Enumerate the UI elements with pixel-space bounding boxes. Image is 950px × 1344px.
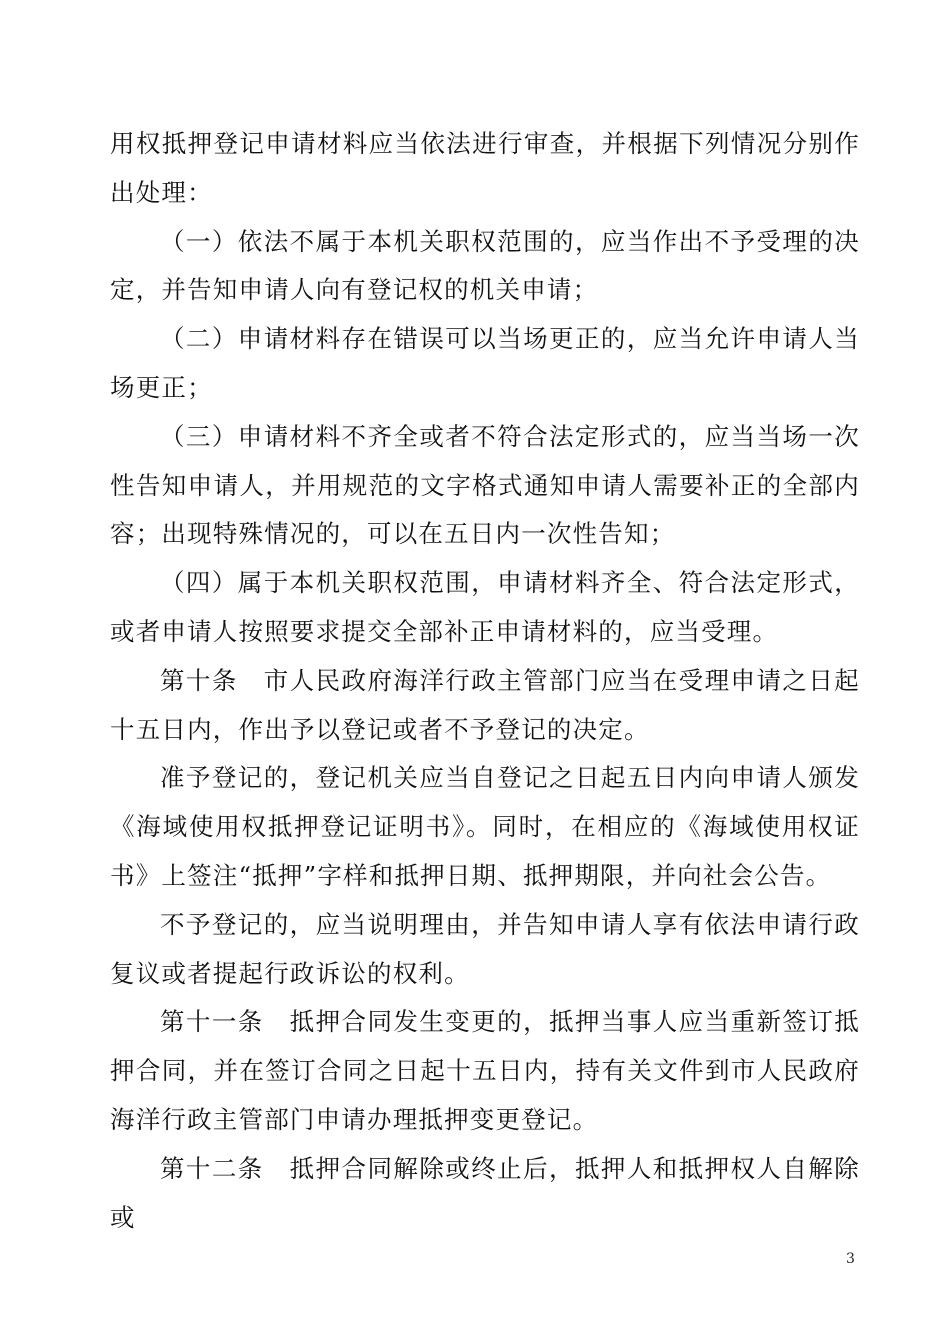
paragraph-item-2: （二）申请材料存在错误可以当场更正的，应当允许申请人当场更正； [110, 324, 860, 402]
article-12: 第十二条 抵押合同解除或终止后，抵押人和抵押权人自解除或 [110, 1153, 860, 1232]
paragraph-item-1: （一）依法不属于本机关职权范围的，应当作出不予受理的决定，并告知申请人向有登记权的机关申请； [110, 226, 860, 305]
paragraph-continuation: 用权抵押登记申请材料应当依法进行审查，并根据下列情况分别作出处理： [110, 129, 860, 207]
page-number: 3 [846, 1251, 855, 1267]
article-10-approval: 准予登记的，登记机关应当自登记之日起五日内向申请人颁发《海域使用权抵押登记证明书》。同时，在相应的《海域使用权证书》上签注“抵押”字样和抵押日期、抵押期限，并向社会公告。 [110, 763, 860, 890]
article-11: 第十一条 抵押合同发生变更的，抵押当事人应当重新签订抵押合同，并在签订合同之日起十五日内，持有关文件到市人民政府海洋行政主管部门申请办理抵押变更登记。 [110, 1007, 860, 1134]
paragraph-item-3: （三）申请材料不齐全或者不符合法定形式的，应当当场一次性告知申请人，并用规范的文字格式通知申请人需要补正的全部内容；出现特殊情况的，可以在五日内一次性告知； [110, 421, 860, 549]
paragraph-item-4: （四）属于本机关职权范围，申请材料齐全、符合法定形式，或者申请人按照要求提交全部补正申请材料的，应当受理。 [110, 568, 860, 646]
article-10-rejection: 不予登记的，应当说明理由，并告知申请人享有依法申请行政复议或者提起行政诉讼的权利。 [110, 909, 860, 988]
article-10: 第十条 市人民政府海洋行政主管部门应当在受理申请之日起十五日内，作出予以登记或者不予登记的决定。 [110, 665, 860, 744]
body-text [110, 120, 860, 1242]
